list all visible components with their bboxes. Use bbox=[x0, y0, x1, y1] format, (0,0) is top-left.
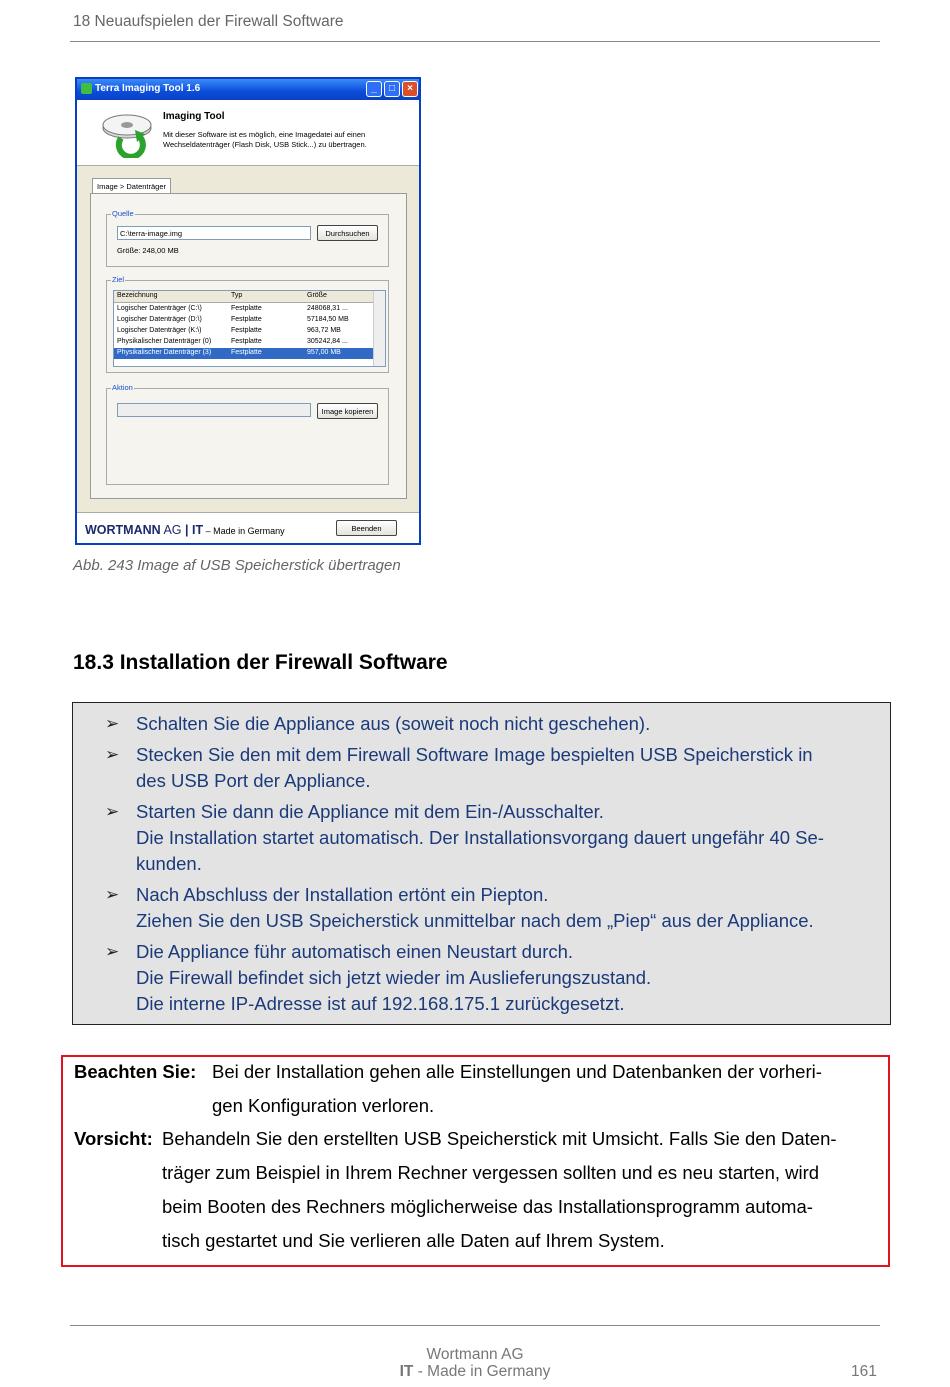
note-line: gen Konfiguration verloren. bbox=[212, 1095, 435, 1116]
instruction-line: Die Appliance führ automatisch einen Neustart durch. bbox=[136, 941, 574, 962]
footer-divider bbox=[70, 1325, 880, 1326]
drive-cell: 57184,50 MB bbox=[307, 316, 349, 323]
action-group-label: Aktion bbox=[112, 383, 133, 392]
arrow-bullet-icon: ➢ bbox=[105, 745, 120, 764]
instruction-line: kunden. bbox=[136, 853, 202, 874]
instruction-list bbox=[73, 711, 890, 1022]
instruction-line: Die interne IP-Adresse ist auf 192.168.175.1 zurückgesetzt. bbox=[136, 993, 625, 1014]
header-divider bbox=[70, 41, 880, 42]
close-icon: × bbox=[402, 81, 418, 97]
drive-row bbox=[114, 337, 374, 348]
arrow-bullet-icon: ➢ bbox=[105, 802, 120, 821]
drive-cell: Physikalischer Datenträger (3) bbox=[117, 349, 212, 356]
drive-row bbox=[114, 348, 374, 359]
maximize-icon: □ bbox=[384, 81, 400, 97]
drive-cell: Logischer Datenträger (D:\) bbox=[117, 316, 202, 323]
browse-button: Durchsuchen bbox=[317, 225, 378, 241]
window-title-bar bbox=[77, 79, 419, 100]
source-group bbox=[106, 209, 389, 267]
action-group bbox=[106, 383, 389, 485]
instruction-line: Die Firewall befindet sich jetzt wieder im Auslieferungszustand. bbox=[136, 967, 652, 988]
window-footer bbox=[77, 512, 419, 543]
drive-cell: Festplatte bbox=[231, 338, 262, 345]
target-group bbox=[106, 275, 389, 373]
tool-banner bbox=[77, 100, 419, 166]
source-group-label: Quelle bbox=[112, 209, 134, 218]
footer-slogan: IT - Made in Germany bbox=[399, 1363, 551, 1380]
instruction-step bbox=[73, 742, 890, 794]
target-group-label: Ziel bbox=[112, 275, 125, 284]
caution-line: träger zum Beispiel in Ihrem Rechner vergessen sollten und es neu starten, wird bbox=[162, 1162, 820, 1183]
source-size: Größe: 248,00 MB bbox=[117, 246, 179, 255]
instruction-line: Starten Sie dann die Appliance mit dem Ein-/Ausschalter. bbox=[136, 801, 604, 822]
drive-list-header bbox=[114, 291, 374, 303]
drive-cell: Physikalischer Datenträger (0) bbox=[117, 338, 212, 345]
note-label: Beachten Sie: bbox=[74, 1061, 197, 1082]
instruction-line: Die Installation startet automatisch. Der Installationsvorgang dauert ungefähr 40 Se- bbox=[136, 827, 824, 848]
drive-cell: Festplatte bbox=[231, 316, 262, 323]
page-header: 18 Neuaufspielen der Firewall Software bbox=[73, 13, 344, 30]
drive-cell: 248068,31 ... bbox=[307, 305, 348, 312]
minimize-icon: _ bbox=[366, 81, 382, 97]
tab-image-to-disk: Image > Datenträger bbox=[92, 178, 171, 194]
drive-cell: 957,00 MB bbox=[307, 349, 341, 356]
drive-cell: Logischer Datenträger (K:\) bbox=[117, 327, 202, 334]
instruction-line: Nach Abschluss der Installation ertönt ein Piepton. bbox=[136, 884, 549, 905]
caution-block bbox=[74, 1122, 884, 1258]
instruction-step bbox=[73, 711, 890, 737]
caution-line: Behandeln Sie den erstellten USB Speicherstick mit Umsicht. Falls Sie den Daten- bbox=[162, 1128, 837, 1149]
drive-row bbox=[114, 326, 374, 337]
instruction-line: des USB Port der Appliance. bbox=[136, 770, 371, 791]
column-header: Bezeichnung bbox=[117, 292, 158, 299]
figure-caption: Abb. 243 Image af USB Speicherstick übertragen bbox=[73, 557, 401, 574]
drive-cell: 305242,84 ... bbox=[307, 338, 348, 345]
drive-list-scrollbar bbox=[373, 291, 385, 366]
instruction-box bbox=[72, 702, 891, 1025]
source-path-field: C:\terra-image.img bbox=[117, 226, 311, 240]
disk-logo-icon bbox=[101, 108, 157, 158]
drive-cell: 963,72 MB bbox=[307, 327, 341, 334]
drive-list bbox=[113, 290, 386, 367]
note-block bbox=[74, 1055, 874, 1123]
arrow-bullet-icon: ➢ bbox=[105, 714, 120, 733]
arrow-bullet-icon: ➢ bbox=[105, 885, 120, 904]
note-line: Bei der Installation gehen alle Einstellungen und Datenbanken der vorheri- bbox=[212, 1061, 822, 1082]
instruction-step bbox=[73, 799, 890, 877]
drive-cell: Festplatte bbox=[231, 349, 262, 356]
progress-bar bbox=[117, 403, 311, 417]
instruction-line: Ziehen Sie den USB Speicherstick unmittelbar nach dem „Piep“ aus der Appliance. bbox=[136, 910, 814, 931]
exit-button: Beenden bbox=[336, 520, 397, 536]
caution-line: beim Booten des Rechners möglicherweise das Installationsprogramm automa- bbox=[162, 1196, 813, 1217]
footer-company: Wortmann AG bbox=[426, 1346, 524, 1363]
wortmann-logo: WORTMANN AG | IT – Made in Germany bbox=[85, 523, 285, 537]
instruction-line: Stecken Sie den mit dem Firewall Software Image bespielten USB Speicherstick in bbox=[136, 744, 813, 765]
section-title: 18.3 Installation der Firewall Software bbox=[73, 651, 448, 674]
drive-cell: Logischer Datenträger (C:\) bbox=[117, 305, 202, 312]
instruction-step bbox=[73, 939, 890, 1017]
instruction-step bbox=[73, 882, 890, 934]
caution-line: tisch gestartet und Sie verlieren alle Daten auf Ihrem System. bbox=[162, 1230, 665, 1251]
banner-title: Imaging Tool bbox=[163, 111, 225, 122]
drive-row bbox=[114, 315, 374, 326]
drive-cell: Festplatte bbox=[231, 327, 262, 334]
imaging-tool-screenshot bbox=[75, 77, 421, 545]
page-number: 161 bbox=[851, 1363, 877, 1380]
column-header: Größe bbox=[307, 292, 327, 299]
drive-cell: Festplatte bbox=[231, 305, 262, 312]
caution-label: Vorsicht: bbox=[74, 1128, 153, 1149]
column-header: Typ bbox=[231, 292, 243, 299]
instruction-line: Schalten Sie die Appliance aus (soweit noch nicht geschehen). bbox=[136, 713, 651, 734]
drive-row bbox=[114, 304, 374, 315]
window-title: Terra Imaging Tool 1.6 bbox=[95, 83, 201, 94]
banner-description: Mit dieser Software ist es möglich, eine Imagedatei auf einen Wechseldatenträger (Flash Disk, USB Stick...) zu übertragen. bbox=[163, 130, 367, 149]
app-icon bbox=[81, 83, 92, 94]
arrow-bullet-icon: ➢ bbox=[105, 942, 120, 961]
copy-image-button: Image kopieren bbox=[317, 403, 378, 419]
tab-panel bbox=[90, 193, 407, 499]
warning-box bbox=[61, 1055, 890, 1267]
